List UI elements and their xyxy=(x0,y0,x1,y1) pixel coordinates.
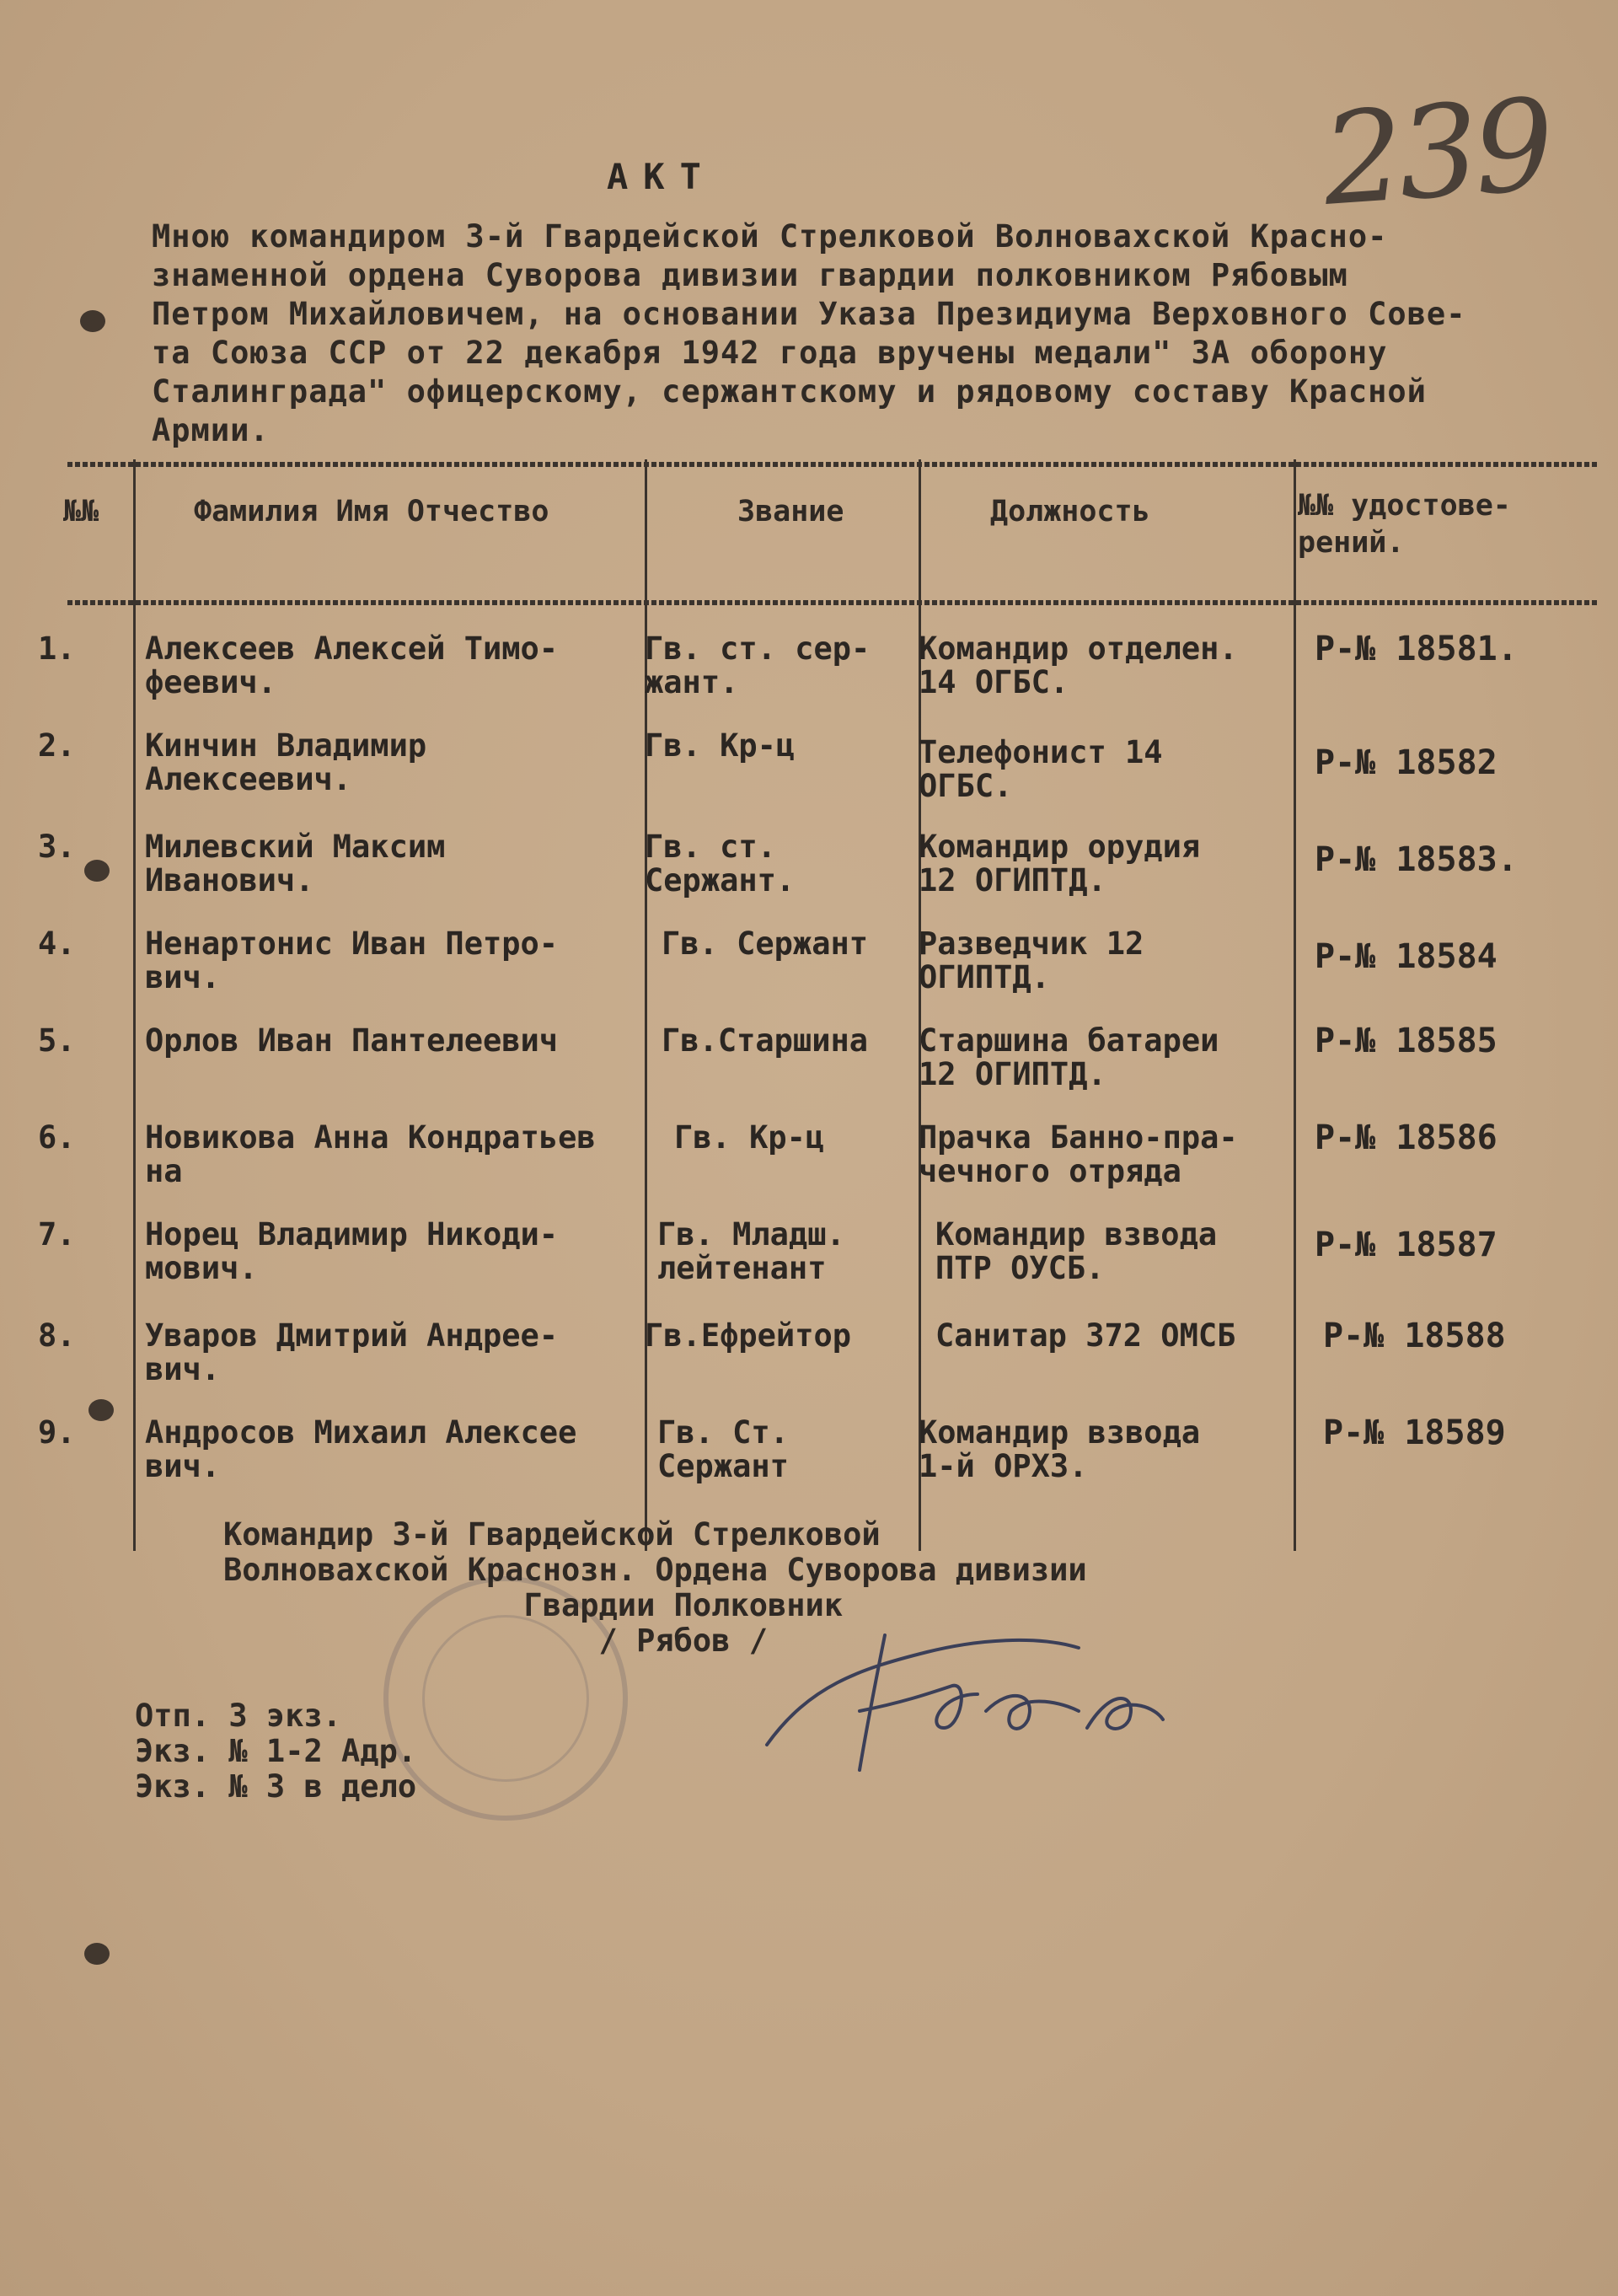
row-rank: Гв. Ст. Сержант xyxy=(657,1414,789,1484)
header-num: №№ xyxy=(63,495,99,528)
row-certificate: Р-№ 18589 xyxy=(1323,1414,1506,1452)
row-position: Старшина батареи 12 ОГИПТД. xyxy=(919,1022,1219,1092)
row-rank: Гв.Старшина xyxy=(662,1022,869,1059)
row-name: Уваров Дмитрий Андрее- вич. xyxy=(145,1317,559,1387)
table-row xyxy=(0,1218,1618,1311)
row-name: Норец Владимир Никоди- мович. xyxy=(145,1216,559,1286)
row-rank: Гв. Сержант xyxy=(662,925,869,962)
header-rank: Звание xyxy=(737,495,844,528)
row-number: 6. xyxy=(38,1119,76,1156)
row-name: Новикова Анна Кондратьев на xyxy=(145,1119,596,1189)
row-position: Командир орудия 12 ОГИПТД. xyxy=(919,829,1201,899)
table-row xyxy=(0,729,1618,822)
row-rank: Гв. ст. сер- жант. xyxy=(645,630,871,700)
row-rank: Гв. Младш. лейтенант xyxy=(657,1216,845,1286)
row-position: Командир взвода ПТР ОУСБ. xyxy=(935,1216,1218,1286)
table-row xyxy=(0,1319,1618,1412)
row-certificate: Р-№ 18581. xyxy=(1315,630,1518,668)
copies-note: Отп. 3 экз. Экз. № 1-2 Адр. Экз. № 3 в дело xyxy=(135,1698,417,1805)
row-number: 3. xyxy=(38,829,76,865)
punch-hole xyxy=(84,860,110,882)
header-position: Должность xyxy=(990,495,1150,528)
sheet-number: 239 xyxy=(1318,72,1555,234)
table-row xyxy=(0,1416,1618,1509)
row-position: Командир взвода 1-й ОРХЗ. xyxy=(919,1414,1201,1484)
row-position: Телефонист 14 ОГБС. xyxy=(919,734,1163,804)
table-row xyxy=(0,632,1618,725)
row-rank: Гв.Ефрейтор xyxy=(645,1317,852,1354)
punch-hole xyxy=(84,1943,110,1965)
row-name: Орлов Иван Пантелеевич xyxy=(145,1022,559,1059)
row-certificate: Р-№ 18588 xyxy=(1323,1317,1506,1355)
punch-hole xyxy=(80,310,105,332)
row-certificate: Р-№ 18583. xyxy=(1315,840,1518,879)
row-name: Ненартонис Иван Петро- вич. xyxy=(145,925,559,995)
row-rank: Гв. Кр-ц xyxy=(674,1119,825,1156)
punch-hole xyxy=(88,1399,114,1421)
table-top-rule xyxy=(67,462,1597,467)
row-number: 8. xyxy=(38,1317,76,1354)
row-rank: Гв. Кр-ц xyxy=(645,727,796,764)
row-rank: Гв. ст. Сержант. xyxy=(645,829,796,899)
row-number: 1. xyxy=(38,630,76,667)
row-number: 9. xyxy=(38,1414,76,1451)
document-title: АКТ xyxy=(607,156,716,197)
row-certificate: Р-№ 18582 xyxy=(1315,743,1497,782)
intro-paragraph: Мною командиром 3-й Гвардейской Стрелковой Волноваxской Красно- знаменной ордена Суворова дивизии гвардии полковником Рябовым Петром Михайловичем, на основании Указа Президиума Верховного Сове- та Союза ССР от 22 декабря 1942 года вручены медали" ЗА оборону Сталинграда" офицерскому, сержантскому и рядовому составу Красной Армии. xyxy=(152,218,1466,448)
table-header-rule xyxy=(67,600,1597,605)
row-name: Кинчин Владимир Алексеевич. xyxy=(145,727,427,797)
row-name: Милевский Максим Иванович. xyxy=(145,829,446,899)
row-certificate: Р-№ 18585 xyxy=(1315,1022,1497,1060)
handwritten-signature xyxy=(758,1601,1264,1787)
table-row xyxy=(0,830,1618,923)
row-number: 7. xyxy=(38,1216,76,1253)
row-position: Командир отделен. 14 ОГБС. xyxy=(919,630,1238,700)
table-row xyxy=(0,927,1618,1020)
row-position: Санитар 372 ОМСБ xyxy=(935,1317,1236,1354)
header-name: Фамилия Имя Отчество xyxy=(194,495,549,528)
row-name: Алексеев Алексей Тимо- феевич. xyxy=(145,630,559,700)
row-number: 2. xyxy=(38,727,76,764)
row-certificate: Р-№ 18586 xyxy=(1315,1118,1497,1157)
row-name: Андросов Михаил Алексее вич. xyxy=(145,1414,577,1484)
row-number: 5. xyxy=(38,1022,76,1059)
header-certificate: №№ удостове- рений. xyxy=(1298,489,1511,560)
row-certificate: Р-№ 18587 xyxy=(1315,1226,1497,1264)
row-position: Разведчик 12 ОГИПТД. xyxy=(919,925,1144,995)
row-position: Прачка Банно-пра- чечного отряда xyxy=(919,1119,1238,1189)
row-certificate: Р-№ 18584 xyxy=(1315,937,1497,976)
table-row xyxy=(0,1024,1618,1117)
signature-block: Командир 3-й Гвардейской Стрелковой Волноваxской Краснозн. Ордена Суворова дивизии Гвардии Полковник / Рябов / xyxy=(223,1516,1087,1659)
table-row xyxy=(0,1118,1618,1214)
row-number: 4. xyxy=(38,925,76,962)
